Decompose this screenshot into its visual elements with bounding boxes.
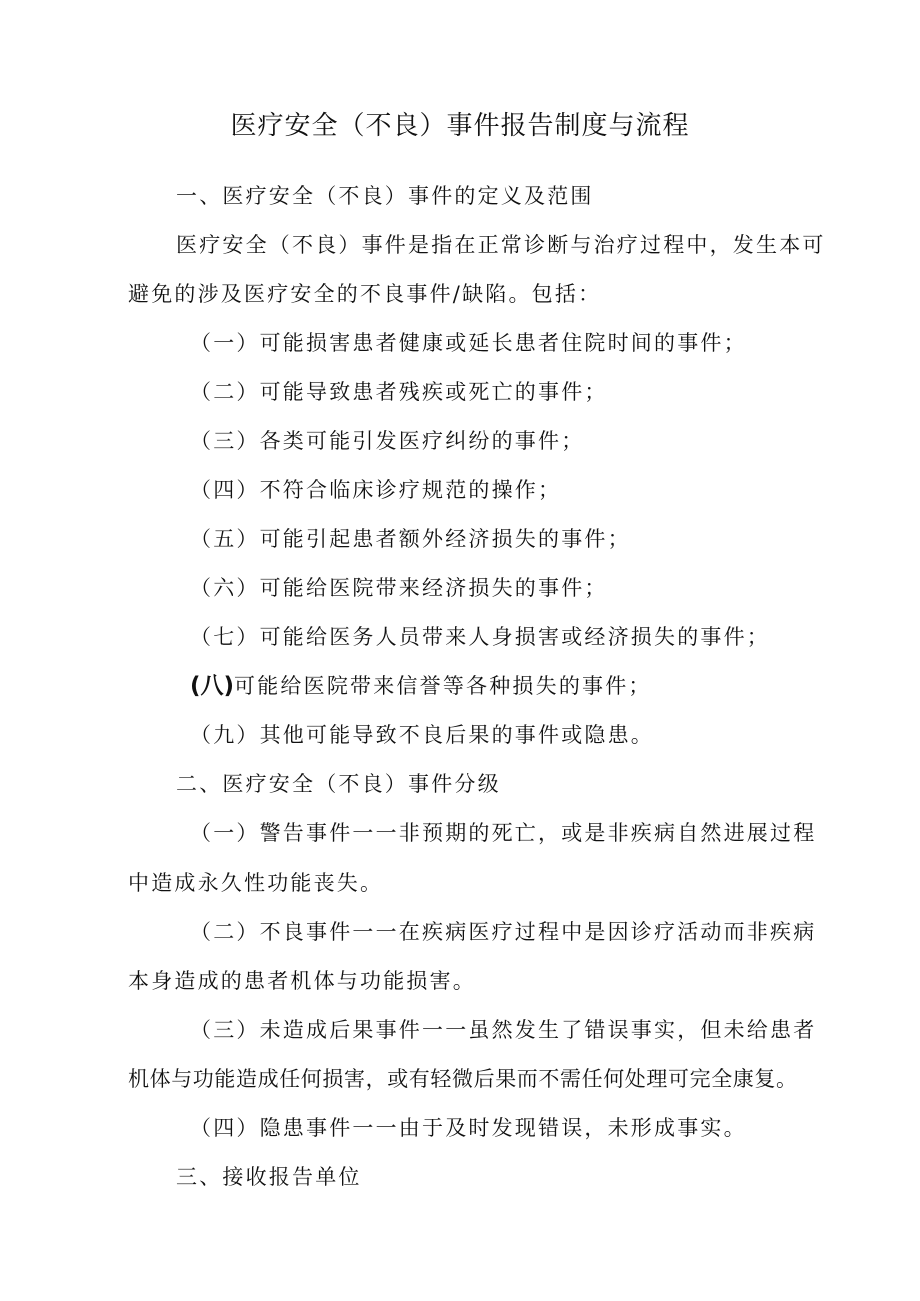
paragraph-line: 机体与功能造成任何损害，或有轻微后果而不需任何处理可完全康复。 (128, 1067, 798, 1091)
paragraph-line: （一）警告事件一一非预期的死亡，或是非疾病自然进展过程 (190, 821, 817, 845)
list-item: （六）可能给医院带来经济损失的事件； (190, 576, 608, 600)
paragraph-line: 中造成永久性功能丧失。 (128, 871, 384, 895)
section-heading-receiving-unit: 三、接收报告单位 (176, 1165, 362, 1189)
list-item-text: 可能给医院带来信誉等各种损失的事件； (234, 674, 652, 698)
list-item: （一）可能损害患者健康或延长患者住院时间的事件； (190, 331, 747, 355)
paragraph-line: 本身造成的患者机体与功能损害。 (128, 969, 476, 993)
paragraph-line: （三）未造成后果事件一一虽然发生了错误事实，但未给患者 (190, 1018, 817, 1042)
section-heading-definition: 一、医疗安全（不良）事件的定义及范围 (176, 184, 594, 208)
list-item-number-close: ) (223, 673, 235, 699)
list-item (190, 671, 652, 701)
list-item: （二）可能导致患者残疾或死亡的事件； (190, 380, 608, 404)
list-item: （四）不符合临床诊疗规范的操作； (190, 478, 562, 502)
paragraph-line: 医疗安全（不良）事件是指在正常诊断与治疗过程中，发生本可 (176, 233, 826, 257)
paragraph-line: （四）隐患事件一一由于及时发现错误，未形成事实。 (190, 1116, 747, 1140)
list-item: （五）可能引起患者额外经济损失的事件； (190, 527, 631, 551)
section-heading-grading: 二、医疗安全（不良）事件分级 (176, 772, 501, 796)
list-item: （九）其他可能导致不良后果的事件或隐患。 (190, 723, 654, 747)
list-item-number-open: ( (190, 673, 201, 699)
list-item: （三）各类可能引发医疗纠纷的事件； (190, 429, 585, 453)
paragraph-line: （二）不良事件一一在疾病医疗过程中是因诊疗活动而非疾病 (190, 920, 817, 944)
document-title: 医疗安全（不良）事件报告制度与流程 (230, 111, 690, 141)
list-item: （七）可能给医务人员带来人身损害或经济损失的事件； (190, 625, 770, 649)
list-item-number: 八 (200, 673, 224, 699)
paragraph-line: 避免的涉及医疗安全的不良事件/缺陷。包括： (128, 282, 602, 306)
